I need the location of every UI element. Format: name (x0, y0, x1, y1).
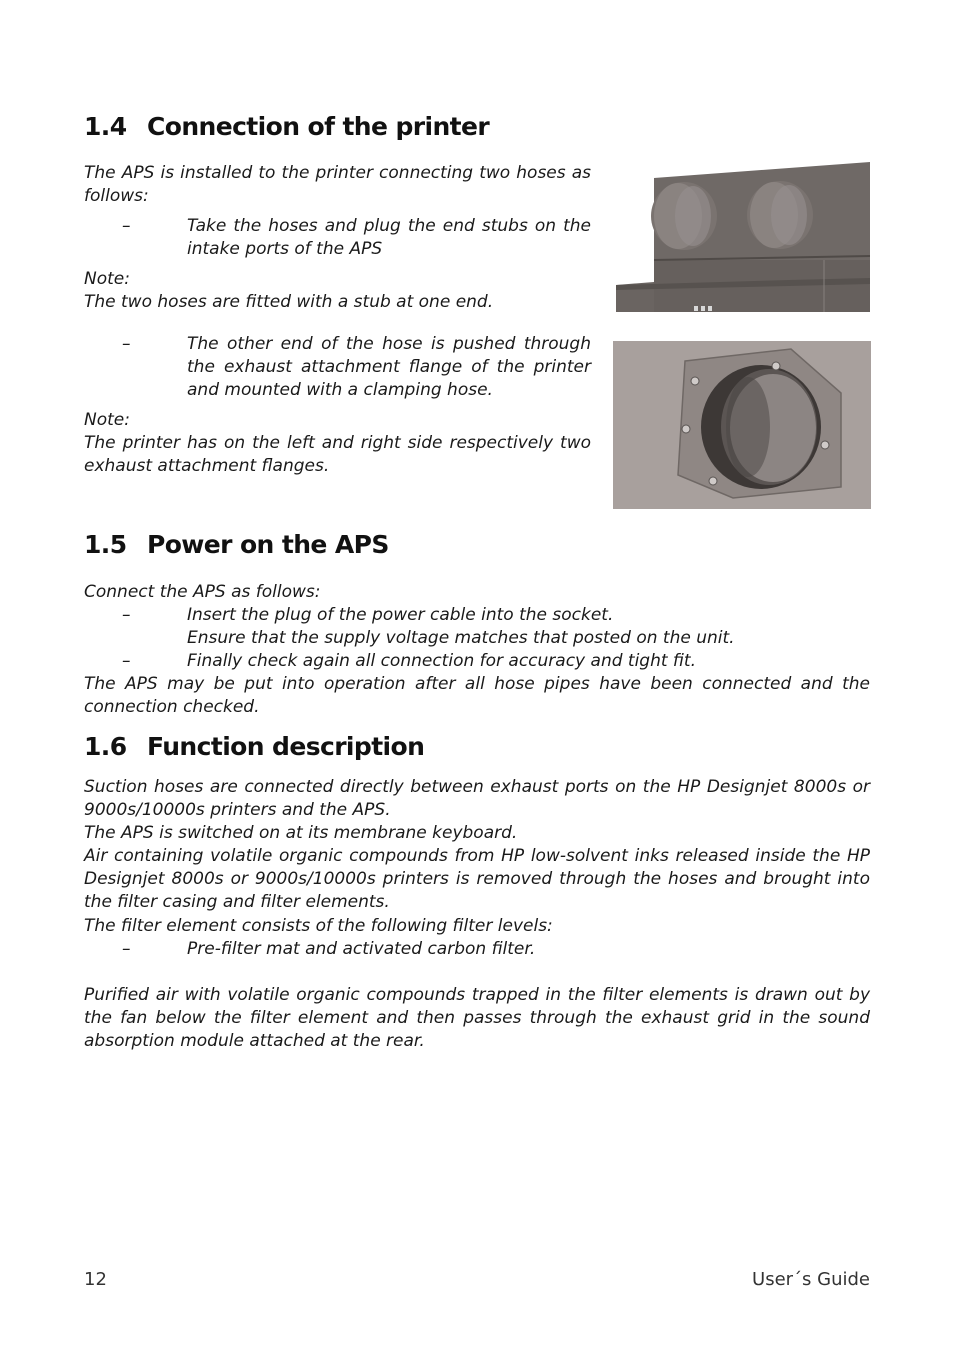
bullet-text: Insert the plug of the power cable into the socket. (187, 605, 614, 625)
section-number: 1.6 (84, 732, 127, 761)
section-number: 1.4 (84, 112, 127, 141)
paragraph-closing-1-5: The APS may be put into operation after all hose pipes have been connected and the connection checked. (84, 674, 870, 717)
paragraph-intro-1-4: The APS is installed to the printer connecting two hoses as follows: (84, 163, 591, 206)
bullet-text-continued: Ensure that the supply voltage matches that posted on the unit. (187, 628, 735, 648)
bullet-dash: – (122, 651, 131, 671)
bullet-text: Finally check again all connection for accuracy and tight fit. (187, 651, 696, 671)
paragraph-3: Air containing volatile organic compounds from HP low-solvent inks released inside the HP Designjet 8000s or 9000s/10000s printers is removed through the hoses and brought into the filter casing and filter elements. (84, 846, 870, 912)
note-text: The two hoses are fitted with a stub at one end. (84, 292, 494, 312)
bullet-text: The other end of the hose is pushed through the exhaust attachment flange of the printer and mounted with a clamping hose. (187, 334, 591, 400)
aps-intake-ports-figure (614, 160, 872, 314)
page-number: 12 (84, 1269, 107, 1290)
bullet-text: Take the hoses and plug the end stubs on the intake ports of the APS (187, 216, 591, 259)
section-heading-1-5 (84, 530, 389, 559)
paragraph-intro-1-5: Connect the APS as follows: (84, 582, 321, 602)
bullet-dash: – (122, 216, 131, 236)
exhaust-flange-figure (613, 341, 871, 509)
section-heading-1-6 (84, 732, 424, 761)
bullet-text: Pre-filter mat and activated carbon filter. (187, 939, 536, 959)
note-label: Note: (84, 269, 130, 289)
section-heading-1-4 (84, 112, 489, 141)
bullet-dash: – (122, 939, 131, 959)
note-text: The printer has on the left and right side respectively two exhaust attachment flanges. (84, 433, 591, 476)
bullet-dash: – (122, 605, 131, 625)
paragraph-2: The APS is switched on at its membrane keyboard. (84, 823, 518, 843)
section-number: 1.5 (84, 530, 127, 559)
footer-guide-title: User´s Guide (752, 1269, 870, 1290)
section-title: Power on the APS (147, 530, 389, 559)
section-title: Connection of the printer (147, 112, 490, 141)
paragraph-4: The filter element consists of the following filter levels: (84, 916, 553, 936)
section-title: Function description (147, 732, 425, 761)
note-label: Note: (84, 410, 130, 430)
paragraph-1: Suction hoses are connected directly between exhaust ports on the HP Designjet 8000s or 9000s/10000s printers and the APS. (84, 777, 870, 820)
bullet-dash: – (122, 334, 131, 354)
paragraph-5: Purified air with volatile organic compounds trapped in the filter elements is drawn out by the fan below the filter element and then passes through the exhaust grid in the sound absorption module attached at the rear. (84, 985, 870, 1051)
